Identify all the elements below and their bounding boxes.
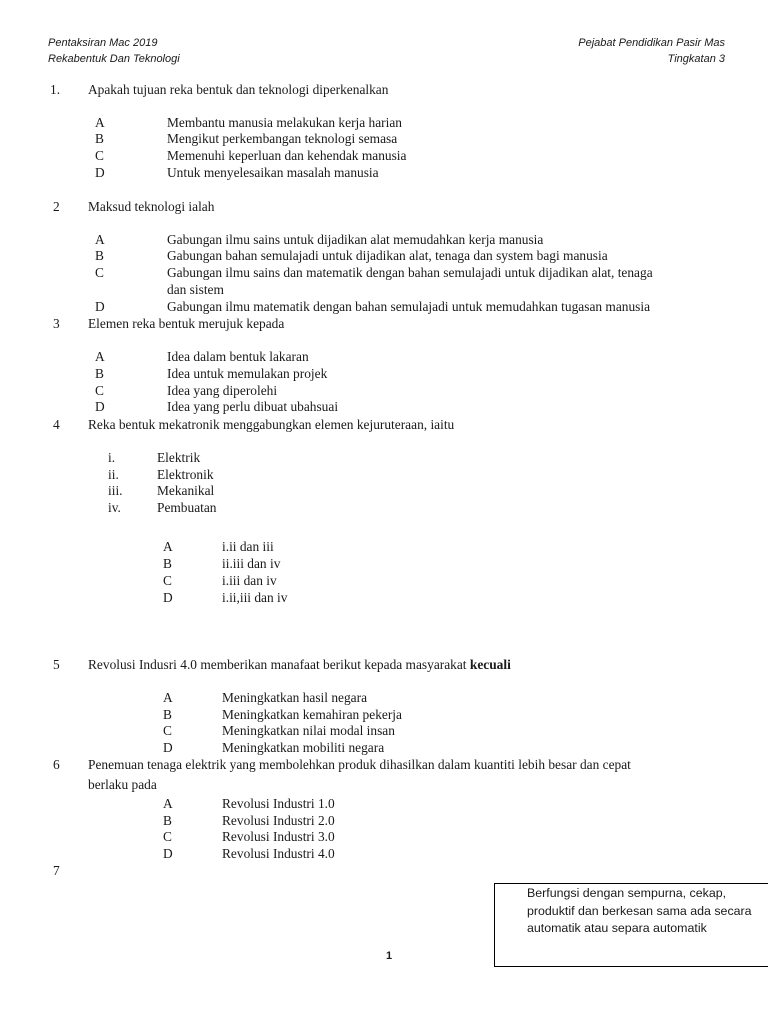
q6-option-a-text: Revolusi Industri 1.0 <box>222 796 335 811</box>
subject-title: Rekabentuk Dan Teknologi <box>48 53 180 65</box>
q2-number: 2 <box>53 199 60 214</box>
q3-text: Elemen reka bentuk merujuk kepada <box>88 316 285 331</box>
q1-text: Apakah tujuan reka bentuk dan teknologi diperkenalkan <box>88 82 389 97</box>
q3-option-c-letter: C <box>95 383 104 398</box>
office-name: Pejabat Pendidikan Pasir Mas <box>578 37 725 49</box>
q4-item-iv-roman: iv. <box>108 500 121 515</box>
q1-option-a-letter: A <box>95 115 105 130</box>
q1-option-b-letter: B <box>95 131 104 146</box>
q2-option-d-text: Gabungan ilmu matematik dengan bahan semulajadi untuk memudahkan tugasan manusia <box>167 299 651 314</box>
q5-text: Revolusi Indusri 4.0 memberikan manafaat berikut kepada masyarakat <box>88 657 470 672</box>
q2-option-d-letter: D <box>95 299 105 314</box>
q4-option-d-text: i.ii,iii dan iv <box>222 590 288 605</box>
header-right <box>578 35 725 67</box>
header-left <box>48 35 180 67</box>
q1-option-c-letter: C <box>95 148 104 163</box>
q5-option-d-letter: D <box>163 740 173 755</box>
q5-text-line <box>88 657 511 673</box>
q4-item-ii-roman: ii. <box>108 467 119 482</box>
q1-option-a-text: Membantu manusia melakukan kerja harian <box>167 115 402 130</box>
q5-number: 5 <box>53 657 60 672</box>
q6-option-b-letter: B <box>163 813 172 828</box>
q5-option-c-text: Meningkatkan nilai modal insan <box>222 723 395 738</box>
q3-option-b-text: Idea untuk memulakan projek <box>167 366 328 381</box>
q4-item-ii-text: Elektronik <box>157 467 214 482</box>
q1-option-d-text: Untuk menyelesaikan masalah manusia <box>167 165 379 180</box>
q3-option-a-text: Idea dalam bentuk lakaran <box>167 349 309 364</box>
q1-option-d-letter: D <box>95 165 105 180</box>
q2-option-c-text: Gabungan ilmu sains dan matematik dengan bahan semulajadi untuk dijadikan alat, tenaga <box>167 265 653 280</box>
q5-option-c-letter: C <box>163 723 172 738</box>
q7-statement-text: Berfungsi dengan sempurna, cekap, produktif dan berkesan sama ada secara automatik atau separa automatik <box>527 886 752 935</box>
q6-option-a-letter: A <box>163 796 173 811</box>
q4-option-b-text: ii.iii dan iv <box>222 556 281 571</box>
q6-text-cont: berlaku pada <box>88 777 157 792</box>
q4-option-a-text: i.ii dan iii <box>222 539 274 554</box>
q4-option-a-letter: A <box>163 539 173 554</box>
q5-option-b-text: Meningkatkan kemahiran pekerja <box>222 707 402 722</box>
q2-option-c-letter: C <box>95 265 104 280</box>
q3-option-d-text: Idea yang perlu dibuat ubahsuai <box>167 399 339 414</box>
q5-option-d-text: Meningkatkan mobiliti negara <box>222 740 385 755</box>
q4-option-c-letter: C <box>163 573 172 588</box>
q3-number: 3 <box>53 316 60 331</box>
q6-option-b-text: Revolusi Industri 2.0 <box>222 813 335 828</box>
q1-option-c-text: Memenuhi keperluan dan kehendak manusia <box>167 148 407 163</box>
q6-option-c-letter: C <box>163 829 172 844</box>
q4-option-b-letter: B <box>163 556 172 571</box>
q5-option-b-letter: B <box>163 707 172 722</box>
q4-item-i-text: Elektrik <box>157 450 201 465</box>
q3-option-b-letter: B <box>95 366 104 381</box>
q3-option-a-letter: A <box>95 349 105 364</box>
exam-title: Pentaksiran Mac 2019 <box>48 37 158 49</box>
q4-text: Reka bentuk mekatronik menggabungkan elemen kejuruteraan, iaitu <box>88 417 455 432</box>
q2-option-b-letter: B <box>95 248 104 263</box>
q6-text: Penemuan tenaga elektrik yang membolehkan produk dihasilkan dalam kuantiti lebih besar dan cepat <box>88 757 631 772</box>
q7-number: 7 <box>53 863 60 878</box>
q4-item-iii-roman: iii. <box>108 483 123 498</box>
q2-option-b-text: Gabungan bahan semulajadi untuk dijadikan alat, tenaga dan system bagi manusia <box>167 248 608 263</box>
q2-option-a-letter: A <box>95 232 105 247</box>
form-level: Tingkatan 3 <box>667 53 725 65</box>
q4-number: 4 <box>53 417 60 432</box>
q5-option-a-letter: A <box>163 690 173 705</box>
q5-option-a-text: Meningkatkan hasil negara <box>222 690 368 705</box>
q1-number: 1. <box>50 82 61 97</box>
q4-item-i-roman: i. <box>108 450 116 465</box>
q2-option-c-text-cont: dan sistem <box>167 282 224 297</box>
q6-option-c-text: Revolusi Industri 3.0 <box>222 829 335 844</box>
q6-option-d-letter: D <box>163 846 173 861</box>
page-number: 1 <box>386 950 393 962</box>
q4-option-c-text: i.iii dan iv <box>222 573 277 588</box>
q6-option-d-text: Revolusi Industri 4.0 <box>222 846 335 861</box>
q3-option-c-text: Idea yang diperolehi <box>167 383 278 398</box>
q2-option-a-text: Gabungan ilmu sains untuk dijadikan alat memudahkan kerja manusia <box>167 232 544 247</box>
q5-emphasis: kecuali <box>469 657 511 672</box>
q3-option-d-letter: D <box>95 399 105 414</box>
q6-number: 6 <box>53 757 60 772</box>
q1-option-b-text: Mengikut perkembangan teknologi semasa <box>167 131 398 146</box>
q4-item-iii-text: Mekanikal <box>157 483 215 498</box>
q2-text: Maksud teknologi ialah <box>88 199 215 214</box>
q4-item-iv-text: Pembuatan <box>157 500 217 515</box>
q4-option-d-letter: D <box>163 590 173 605</box>
